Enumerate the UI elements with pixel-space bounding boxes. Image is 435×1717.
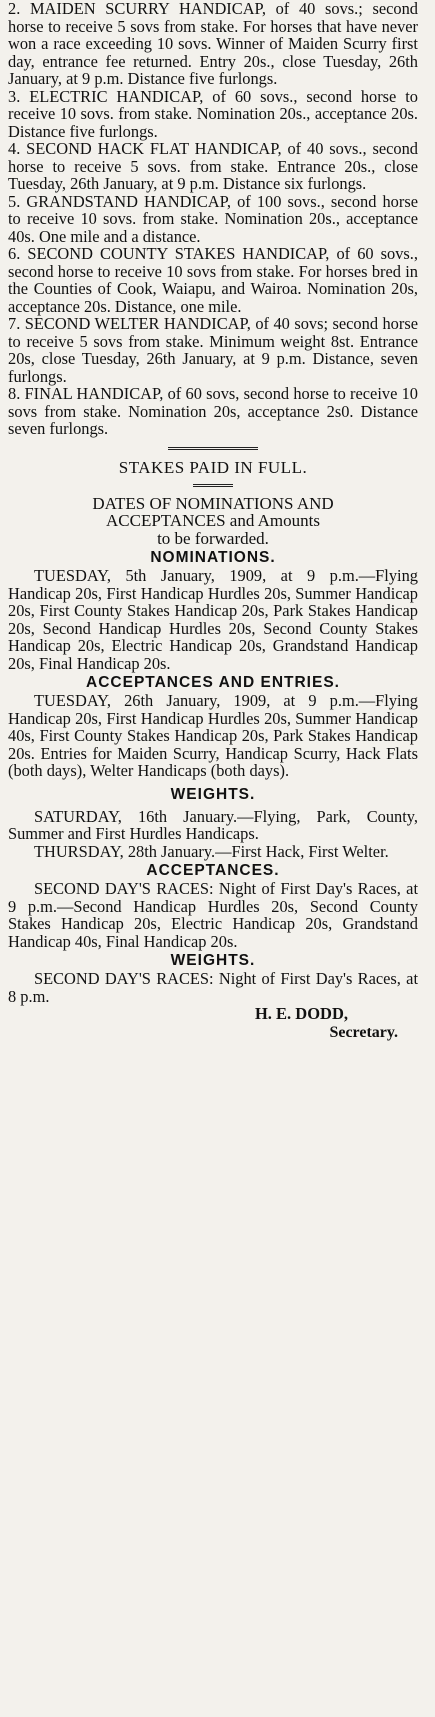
- race-item-4: [8, 140, 418, 193]
- divider-rule: [168, 447, 258, 450]
- nominations-heading: NOMINATIONS.: [150, 549, 276, 566]
- race-item-3: [8, 88, 418, 141]
- weights-second-heading: WEIGHTS.: [170, 952, 256, 969]
- race-item-8: [8, 385, 418, 438]
- acceptances-entries-heading: ACCEPTANCES AND ENTRIES.: [86, 674, 340, 691]
- stakes-paid-notice: STAKES PAID IN FULL.: [118, 457, 308, 477]
- race-text: ELECTRIC HANDICAP, of 60 sovs., second horse to receive 10 sovs. from stake. Nomination 20s., acceptance 20s. Distance five furlongs.: [8, 86, 418, 141]
- race-text: SECOND HACK FLAT HANDICAP, of 40 sovs., second horse to receive 5 sovs. from stake. Entrance 20s., close Tuesday, 26th January, at 9 p.m. Distance six furlongs.: [8, 139, 418, 193]
- weights-text-1: SATURDAY, 16th January.—Flying, Park, County, Summer and First Hurdles Handicaps.: [8, 806, 418, 843]
- race-text: MAIDEN SCURRY HANDICAP, of 40 sovs.; second horse to receive 5 sovs from stake. For horses that have never won a race exceeding 10 sovs. Winner of Maiden Scurry first day, entrance fee returned. Entry 20s., close Tuesday, 26th January, at 9 p.m. Distance five furlongs.: [8, 0, 418, 88]
- weights-heading: WEIGHTS.: [170, 785, 256, 803]
- race-number: 8.: [8, 384, 21, 403]
- race-text: FINAL HANDICAP, of 60 sovs, second horse to receive 10 sovs from stake. Nomination 20s, acceptance 2s0. Distance seven furlongs.: [8, 384, 418, 438]
- race-number: 3.: [8, 86, 21, 106]
- race-number: 7.: [8, 314, 21, 333]
- acceptances-entries-text: TUESDAY, 26th January, 1909, at 9 p.m.—Flying Handicap 20s, First Handicap Hurdles 20s, Summer Handicap 40s, First County Stakes Handicap 20s, Park Stakes Handicap 20s. Entries for Maiden Scurry, Handicap Scurry, Hack Flats (both days), Welter Handicaps (both days).: [8, 691, 418, 780]
- race-item-5: [8, 193, 418, 246]
- race-number: 4.: [8, 139, 21, 158]
- race-text: SECOND COUNTY STAKES HANDICAP, of 60 sovs., second horse to receive 10 sovs from stake. For horses bred in the Counties of Cook, Waiapu, and Wairoa. Nomination 20s, acceptance 20s. Distance, one mile.: [8, 244, 418, 316]
- race-text: GRANDSTAND HANDICAP, of 100 sovs., second horse to receive 10 sovs. from stake. Nomination 20s., acceptance 40s. One mile and a distance.: [8, 191, 418, 246]
- race-item-2: [8, 0, 418, 88]
- weights-second-text: SECOND DAY'S RACES: Night of First Day's Races, at 8 p.m.: [8, 969, 418, 1006]
- divider-rule-short: [193, 484, 233, 487]
- nominations-text: TUESDAY, 5th January, 1909, at 9 p.m.—Flying Handicap 20s, First Handicap Hurdles 20s, Summer Handicap 20s, First County Stakes Handicap 20s, Park Stakes Handicap 20s, Second Handicap Hurdles 20s, Second County Stakes Handicap 20s, Electric Handicap 20s, Grandstand Handicap 20s, Final Handicap 20s.: [8, 566, 418, 673]
- acceptances-heading: ACCEPTANCES.: [146, 862, 280, 879]
- acceptances-text: SECOND DAY'S RACES: Night of First Day's Races, at 9 p.m.—Second Handicap Hurdles 20s, Second County Stakes Handicap 20s, Electric Handicap 20s, Grandstand Handicap 40s, Final Handicap 20s.: [8, 879, 418, 951]
- race-item-7: [8, 315, 418, 385]
- signature-title: Secretary.: [329, 1024, 398, 1041]
- race-text: SECOND WELTER HANDICAP, of 40 sovs; second horse to receive 5 sovs from stake. Minimum weight 8st. Entrance 20s, close Tuesday, 26th January, at 9 p.m. Distance, seven furlongs.: [8, 314, 418, 386]
- race-number: 5.: [8, 191, 21, 211]
- weights-text-2: THURSDAY, 28th January.—First Hack, First Welter.: [34, 841, 389, 861]
- race-number: 2.: [8, 0, 21, 18]
- race-item-6: [8, 245, 418, 315]
- race-number: 6.: [8, 244, 21, 263]
- dates-heading: DATES OF NOMINATIONS AND ACCEPTANCES and Amounts to be forwarded.: [92, 493, 334, 548]
- signature-name: H. E. DODD,: [254, 1004, 348, 1023]
